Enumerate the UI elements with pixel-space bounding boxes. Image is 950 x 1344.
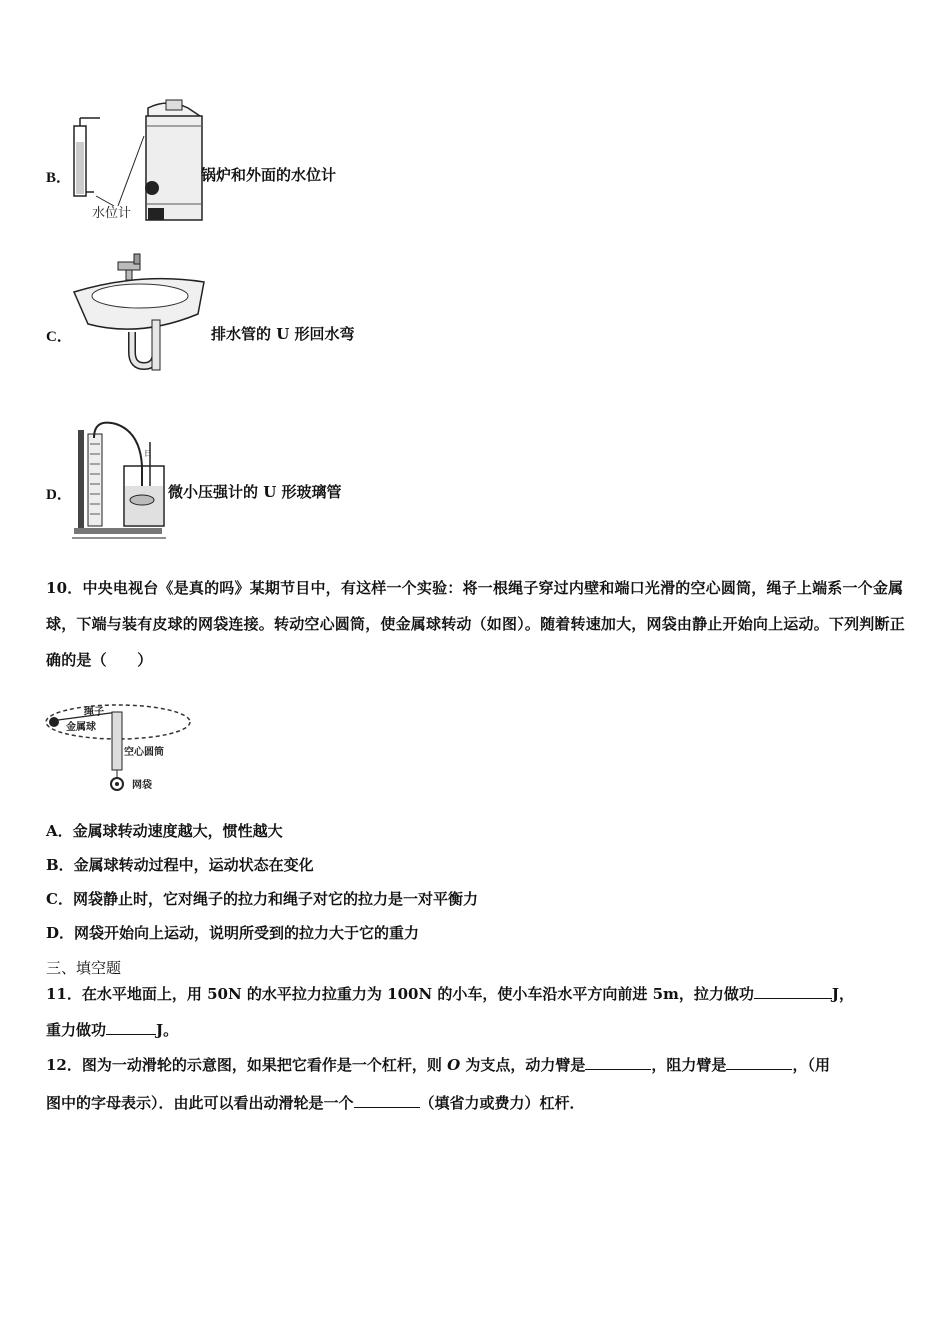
- option-c-letter: C．: [46, 329, 72, 345]
- q11-text-part2: 重力做功: [46, 1021, 107, 1039]
- q12-text-part6: （填省力或费力）杠杆．: [419, 1094, 585, 1112]
- option-b-caption: 锅炉和外面的水位计: [201, 166, 337, 184]
- pressure-gauge-figure: [70, 420, 170, 542]
- option-d-caption: 微小压强计的 U 形玻璃管: [168, 483, 342, 501]
- q12-pivot-letter: O: [447, 1056, 461, 1074]
- section-title: 三、填空题: [46, 959, 122, 977]
- q11-line1: [46, 983, 854, 1004]
- q12-answer-blank-3[interactable]: [354, 1093, 420, 1108]
- q11-text-part1: 11．在水平地面上，用 50N 的水平拉力拉重力为 100N 的小车，使小车沿水平方向前进 5m，拉力做功: [46, 985, 754, 1003]
- q12-text-part4: ，（用: [792, 1056, 830, 1074]
- q11-line2: [46, 1019, 178, 1040]
- metal-ball-label: 金属球: [66, 722, 96, 733]
- q12-text-part3: ，阻力臂是: [651, 1056, 727, 1074]
- option-d-letter: D．: [46, 487, 72, 503]
- q12-text-part2: 为支点，动力臂是: [460, 1056, 586, 1074]
- water-gauge-label: 水位计: [92, 206, 132, 221]
- q12-text-part1: 12．图为一动滑轮的示意图，如果把它看作是一个杠杆，则: [46, 1056, 448, 1074]
- q12-answer-blank-1[interactable]: [585, 1055, 651, 1070]
- q10-choice-a: A．金属球转动速度越大，惯性越大: [46, 822, 283, 840]
- q12-line1: [46, 1054, 830, 1075]
- svg-text:日: 日: [144, 449, 152, 458]
- q11-answer-blank-2[interactable]: [106, 1020, 156, 1035]
- q11-unit1: J，: [831, 985, 855, 1003]
- option-b-letter: B．: [46, 170, 72, 186]
- q11-answer-blank-1[interactable]: [754, 984, 832, 999]
- q10-choice-c: C．网袋静止时，它对绳子的拉力和绳子对它的拉力是一对平衡力: [46, 890, 478, 908]
- q12-text-part5: 图中的字母表示）．由此可以看出动滑轮是一个: [46, 1094, 354, 1112]
- q10-choice-b: B．金属球转动过程中，运动状态在变化: [46, 856, 314, 874]
- q12-answer-blank-2[interactable]: [726, 1055, 792, 1070]
- option-c-caption: 排水管的 U 形回水弯: [211, 325, 355, 343]
- q12-line2: [46, 1092, 585, 1113]
- q10-choice-d: D．网袋开始向上运动，说明所受到的拉力大于它的重力: [46, 924, 420, 942]
- boiler-water-gauge-figure: [68, 96, 208, 231]
- q10-stem: 10．中央电视台《是真的吗》某期节目中，有这样一个实验：将一根绳子穿过内壁和端口光滑的空心圆筒，绳子上端系一个金属球，下端与装有皮球的网袋连接。转动空心圆筒，使金属球转动（如图）。随着转速加大，网袋由静止开始向上运动。下列判断正确的是（ ）: [46, 579, 905, 669]
- hollow-tube-label: 空心圆筒: [124, 747, 164, 758]
- sink-u-trap-figure: [70, 252, 210, 374]
- rotating-tube-figure: [44, 696, 196, 798]
- rope-label: 绳子: [84, 707, 104, 718]
- q11-unit2: J。: [156, 1021, 179, 1039]
- net-bag-label: 网袋: [132, 780, 152, 791]
